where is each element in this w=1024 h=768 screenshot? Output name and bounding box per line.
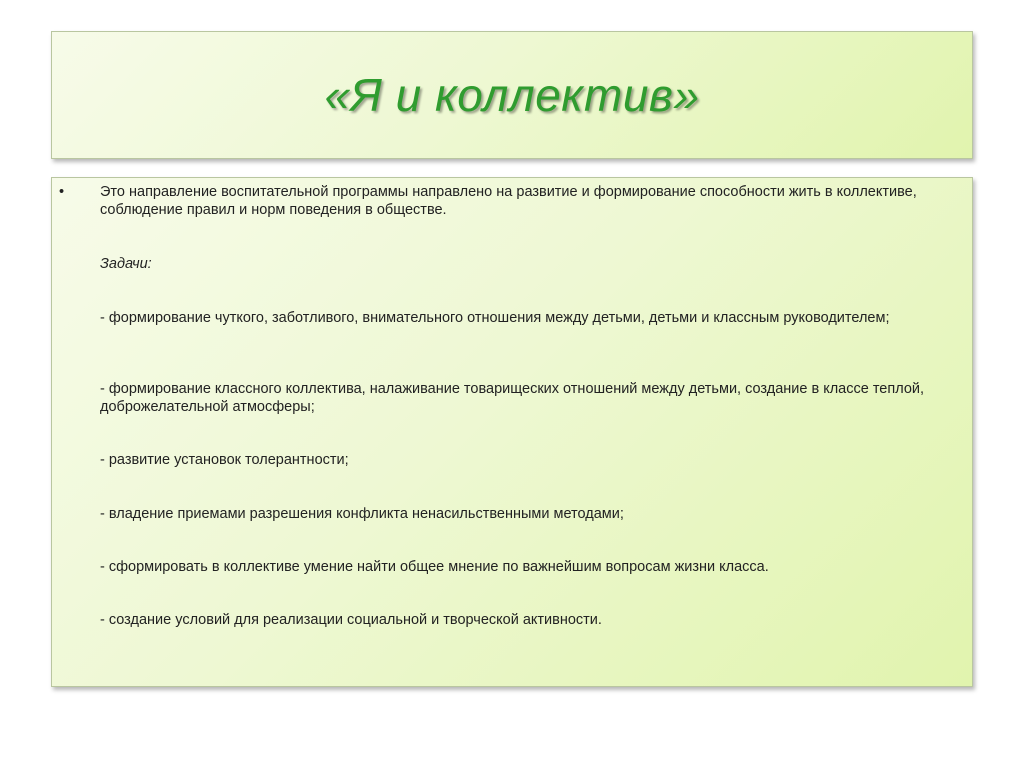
bullet-marker: • — [59, 184, 65, 200]
task-item: - сформировать в коллективе умение найти общее мнение по важнейшим вопросам жизни класса. — [100, 559, 769, 575]
task-item: - владение приемами разрешения конфликта ненасильственными методами; — [100, 506, 624, 522]
task-item: - развитие установок толерантности; — [100, 452, 349, 468]
title-box — [51, 31, 973, 159]
task-item: - формирование чуткого, заботливого, внимательного отношения между детьми, детьми и классным руководителем; — [100, 310, 890, 326]
intro-paragraph: Это направление воспитательной программы направлено на развитие и формирование способности жить в коллективе, соблюдение правил и норм поведения в обществе. — [100, 184, 917, 218]
content-box — [51, 177, 973, 687]
task-item: - создание условий для реализации социальной и творческой активности. — [100, 612, 602, 628]
tasks-heading: Задачи: — [100, 256, 152, 272]
task-item: - формирование классного коллектива, налаживание товарищеских отношений между детьми, создание в классе теплой, доброжелательной атмосферы; — [100, 381, 925, 415]
slide-title: «Я и коллектив» — [324, 69, 700, 121]
